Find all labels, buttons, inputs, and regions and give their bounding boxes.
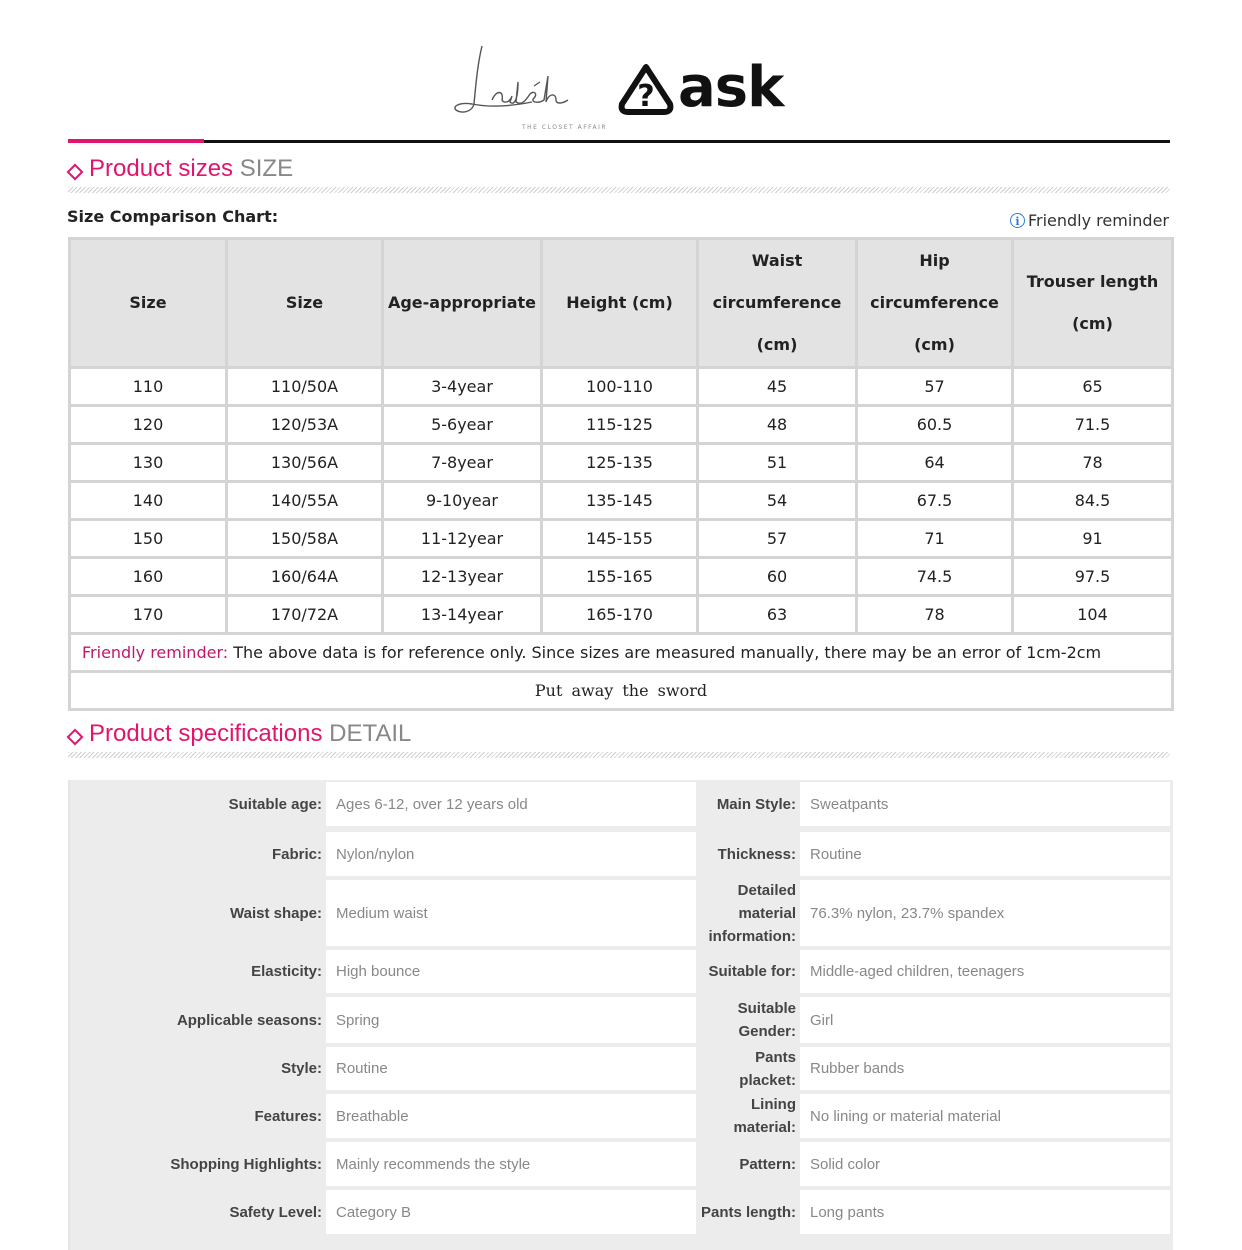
spec-value: Girl (800, 997, 1170, 1043)
spec-row (70, 1140, 1173, 1186)
table-cell: 74.5 (857, 558, 1013, 596)
table-cell: 48 (698, 406, 857, 444)
table-cell: 120/53A (227, 406, 383, 444)
spec-row (70, 830, 1173, 876)
spec-value: Middle-aged children, teenagers (800, 950, 1170, 993)
spec-section-title (89, 720, 411, 748)
table-row (70, 406, 1173, 444)
diamond-icon (67, 729, 84, 746)
table-cell: 150/58A (227, 520, 383, 558)
table-cell: 145-155 (542, 520, 698, 558)
column-header: Trouser length (cm) (1013, 239, 1173, 368)
table-cell: 60.5 (857, 406, 1013, 444)
size-comparison-table (68, 237, 1174, 711)
table-cell: 130/56A (227, 444, 383, 482)
table-cell: 12-13year (383, 558, 542, 596)
sizes-title-en: SIZE (239, 155, 294, 182)
laleh-signature-icon (452, 42, 612, 122)
table-cell: 51 (698, 444, 857, 482)
laleh-logo (452, 42, 612, 131)
spec-value: Spring (326, 997, 696, 1043)
spec-value: Nylon/nylon (326, 832, 696, 876)
spec-value: Routine (326, 1047, 696, 1090)
svg-text:?: ? (637, 79, 655, 114)
diamond-icon (67, 164, 84, 181)
table-cell: 63 (698, 596, 857, 634)
spec-value: Long pants (800, 1190, 1170, 1234)
spec-label: Features: (254, 1107, 322, 1125)
friendly-reminder-link[interactable] (1010, 211, 1169, 230)
table-cell: 125-135 (542, 444, 698, 482)
reminder-note (70, 634, 1173, 672)
table-cell: 57 (857, 368, 1013, 406)
spec-row (70, 878, 1173, 946)
spec-row (70, 1188, 1173, 1234)
table-row (70, 368, 1173, 406)
column-header: Waist circumference (cm) (698, 239, 857, 368)
spec-value: Solid color (800, 1142, 1170, 1186)
sizes-section-title (89, 155, 293, 183)
column-header: Hip circumference (cm) (857, 239, 1013, 368)
spec-label: Shopping Highlights: (170, 1155, 322, 1173)
spec-row (70, 780, 1173, 826)
table-cell: 91 (1013, 520, 1173, 558)
table-cell: 170 (70, 596, 227, 634)
spec-label: Waist shape: (230, 904, 322, 922)
spec-label: Lining material: (733, 1096, 796, 1136)
column-header: Height (cm) (542, 239, 698, 368)
spec-title-text: Product specifications (89, 720, 323, 747)
table-cell: 60 (698, 558, 857, 596)
friendly-reminder-label: Friendly reminder (1027, 211, 1169, 230)
column-header: Age-appropriate (383, 239, 542, 368)
table-cell: 67.5 (857, 482, 1013, 520)
table-cell: 165-170 (542, 596, 698, 634)
table-cell: 71.5 (1013, 406, 1173, 444)
spec-value: Sweatpants (800, 782, 1170, 826)
spec-label: Suitable for: (708, 963, 796, 980)
table-cell: 140 (70, 482, 227, 520)
table-cell: 110/50A (227, 368, 383, 406)
column-header: Size (227, 239, 383, 368)
ask-question-icon (618, 64, 674, 116)
table-cell: 160 (70, 558, 227, 596)
spec-label: Pattern: (739, 1155, 796, 1173)
table-cell: 170/72A (227, 596, 383, 634)
ask-wordmark: ask (678, 55, 784, 120)
table-footer-text: Put away the sword (70, 672, 1173, 710)
table-cell: 155-165 (542, 558, 698, 596)
reminder-note-text: The above data is for reference only. Since sizes are measured manually, there may be an error of 1cm-2cm (228, 643, 1102, 662)
spec-label: Main Style: (716, 795, 796, 813)
laleh-tagline: THE CLOSET AFFAIR (522, 124, 608, 131)
spec-row (70, 1092, 1173, 1138)
table-cell: 7-8year (383, 444, 542, 482)
column-header: Size (70, 239, 227, 368)
section-hatch-divider (68, 187, 1170, 193)
ask-logo (618, 55, 798, 120)
table-cell: 78 (857, 596, 1013, 634)
spec-label: Safety Level: (229, 1203, 322, 1221)
table-cell: 3-4year (383, 368, 542, 406)
spec-row (70, 948, 1173, 993)
table-cell: 11-12year (383, 520, 542, 558)
size-chart-label: Size Comparison Chart: (67, 207, 279, 226)
spec-section-heading (68, 720, 1170, 756)
table-row (70, 558, 1173, 596)
table-cell: 45 (698, 368, 857, 406)
table-row (70, 482, 1173, 520)
table-cell: 130 (70, 444, 227, 482)
table-cell: 104 (1013, 596, 1173, 634)
spec-table (68, 780, 1173, 1250)
table-cell: 84.5 (1013, 482, 1173, 520)
spec-value: Category B (326, 1190, 696, 1234)
spec-value: Routine (800, 832, 1170, 876)
table-cell: 64 (857, 444, 1013, 482)
table-cell: 54 (698, 482, 857, 520)
spec-value: No lining or material material (800, 1094, 1170, 1138)
table-cell: 100-110 (542, 368, 698, 406)
spec-row (70, 995, 1173, 1043)
table-row (70, 596, 1173, 634)
spec-label: Suitable Gender: (737, 1000, 796, 1040)
spec-value: Mainly recommends the style (326, 1142, 696, 1186)
table-cell: 9-10year (383, 482, 542, 520)
table-cell: 160/64A (227, 558, 383, 596)
table-cell: 115-125 (542, 406, 698, 444)
spec-label: Elasticity: (251, 963, 322, 980)
spec-value: Medium waist (326, 880, 696, 946)
table-row (70, 444, 1173, 482)
spec-label: Applicable seasons: (176, 1011, 322, 1029)
table-cell: 78 (1013, 444, 1173, 482)
table-cell: 57 (698, 520, 857, 558)
table-cell: 5-6year (383, 406, 542, 444)
table-cell: 110 (70, 368, 227, 406)
sizes-section-heading (68, 155, 1170, 191)
spec-label: Pants length: (700, 1203, 796, 1221)
table-cell: 140/55A (227, 482, 383, 520)
table-row (70, 520, 1173, 558)
spec-label: Suitable age: (228, 795, 322, 813)
table-cell: 150 (70, 520, 227, 558)
spec-label: Thickness: (717, 845, 796, 863)
spec-label: Detailed material information: (708, 881, 796, 945)
reminder-note-label: Friendly reminder: (82, 643, 229, 662)
table-cell: 65 (1013, 368, 1173, 406)
spec-label: Fabric: (271, 845, 322, 863)
spec-label: Style: (281, 1060, 322, 1077)
table-cell: 120 (70, 406, 227, 444)
section-hatch-divider (68, 752, 1170, 758)
table-cell: 13-14year (383, 596, 542, 634)
brand-header (0, 30, 1242, 130)
header-divider (68, 140, 1170, 143)
table-header-row (70, 239, 1173, 368)
table-cell: 71 (857, 520, 1013, 558)
footer-row (70, 672, 1173, 710)
spec-value: Ages 6-12, over 12 years old (326, 782, 696, 826)
table-cell: 135-145 (542, 482, 698, 520)
header-divider-accent (68, 139, 204, 143)
spec-value: Rubber bands (800, 1047, 1170, 1090)
spec-value: 76.3% nylon, 23.7% spandex (800, 880, 1170, 946)
sizes-title-text: Product sizes (89, 155, 234, 182)
info-icon: i (1010, 213, 1025, 228)
spec-row (70, 1045, 1173, 1090)
spec-value: High bounce (326, 950, 696, 993)
table-cell: 97.5 (1013, 558, 1173, 596)
note-row (70, 634, 1173, 672)
spec-title-en: DETAIL (329, 720, 412, 747)
spec-label: Pants placket: (739, 1048, 796, 1089)
spec-value: Breathable (326, 1094, 696, 1138)
